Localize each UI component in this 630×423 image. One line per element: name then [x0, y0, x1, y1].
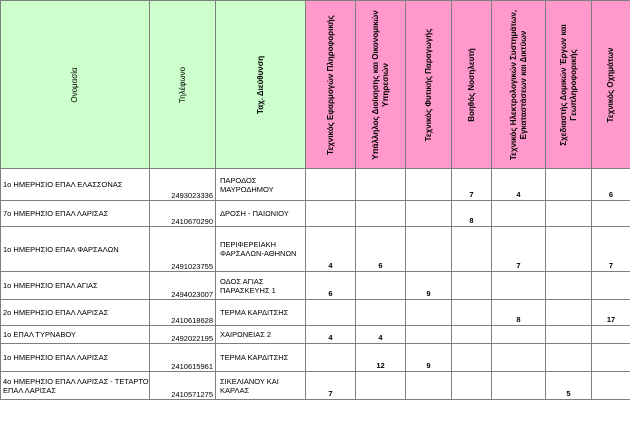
- value-cell[interactable]: [306, 300, 356, 326]
- value-cell[interactable]: 8: [452, 201, 492, 227]
- header-specialty-it[interactable]: [306, 1, 356, 169]
- header-specialty-label: Τεχνικός Ηλεκτρολογικών Συστημάτων, Εγκαταστάσεων και Δικτύων: [508, 9, 528, 160]
- value-cell[interactable]: [356, 169, 406, 201]
- school-name-cell[interactable]: 1ο ΗΜΕΡΗΣΙΟ ΕΠΑΛ ΑΓΙΑΣ: [1, 272, 150, 300]
- value-cell[interactable]: 4: [356, 326, 406, 344]
- header-specialty-label: Τεχνικός Εφαρμογών Πληροφορικής: [325, 14, 335, 155]
- value-cell[interactable]: 7: [492, 227, 546, 272]
- value-cell[interactable]: [546, 227, 592, 272]
- value-cell[interactable]: [592, 201, 630, 227]
- phone-cell[interactable]: 2410670290: [150, 201, 216, 227]
- value-cell[interactable]: [452, 300, 492, 326]
- header-specialty-label: Τεχνικός Οχημάτων: [606, 47, 615, 122]
- value-cell[interactable]: [546, 169, 592, 201]
- phone-cell[interactable]: 2493023336: [150, 169, 216, 201]
- value-cell[interactable]: [306, 169, 356, 201]
- table-row: [1, 326, 630, 344]
- school-name-cell[interactable]: 4ο ΗΜΕΡΗΣΙΟ ΕΠΑΛ ΛΑΡΙΣΑΣ - ΤΕΤΑΡΤΟ ΕΠΑΛ ΛΑΡΙΣΑΣ: [1, 372, 150, 400]
- value-cell[interactable]: [592, 344, 630, 372]
- value-cell[interactable]: 12: [356, 344, 406, 372]
- header-specialty-label: Τεχνικός Φυτικής Παραγωγής: [423, 28, 433, 141]
- header-specialty-civil[interactable]: [546, 1, 592, 169]
- table-row: [1, 272, 630, 300]
- address-cell[interactable]: ΧΑΙΡΩΝΕΙΑΣ 2: [216, 326, 306, 344]
- value-cell[interactable]: [452, 326, 492, 344]
- value-cell[interactable]: [592, 326, 630, 344]
- school-name-cell[interactable]: 1ο ΗΜΕΡΗΣΙΟ ΕΠΑΛ ΛΑΡΙΣΑΣ: [1, 344, 150, 372]
- header-specialty-plant[interactable]: [406, 1, 452, 169]
- value-cell[interactable]: [306, 201, 356, 227]
- value-cell[interactable]: 9: [406, 272, 452, 300]
- value-cell[interactable]: [592, 272, 630, 300]
- address-cell[interactable]: ΠΕΡΙΦΕΡΕΙΑΚΗ ΦΑΡΣΑΛΩΝ-ΑΘΗΝΩΝ: [216, 227, 306, 272]
- header-specialty-label: Υπάλληλος Διοίκησης και Οικονομικών Υπηρεσιών: [370, 9, 390, 160]
- value-cell[interactable]: [546, 272, 592, 300]
- value-cell[interactable]: [546, 326, 592, 344]
- table-row: [1, 344, 630, 372]
- value-cell[interactable]: 4: [306, 227, 356, 272]
- table-row: [1, 227, 630, 272]
- value-cell[interactable]: [492, 326, 546, 344]
- header-specialty-label: Βοηθός Νοσηλευτή: [466, 47, 476, 122]
- school-name-cell[interactable]: 1ο ΗΜΕΡΗΣΙΟ ΕΠΑΛ ΦΑΡΣΑΛΩΝ: [1, 227, 150, 272]
- value-cell[interactable]: [406, 227, 452, 272]
- value-cell[interactable]: [452, 227, 492, 272]
- value-cell[interactable]: 4: [306, 326, 356, 344]
- value-cell[interactable]: [452, 272, 492, 300]
- value-cell[interactable]: 7: [592, 227, 630, 272]
- header-specialty-vehicles[interactable]: [592, 1, 630, 169]
- phone-cell[interactable]: 2410615961: [150, 344, 216, 372]
- table-row: [1, 201, 630, 227]
- phone-cell[interactable]: 2491023755: [150, 227, 216, 272]
- value-cell[interactable]: 6: [356, 227, 406, 272]
- table-row: [1, 169, 630, 201]
- value-cell[interactable]: [406, 169, 452, 201]
- value-cell[interactable]: [356, 272, 406, 300]
- value-cell[interactable]: 17: [592, 300, 630, 326]
- value-cell[interactable]: 6: [592, 169, 630, 201]
- value-cell[interactable]: 9: [406, 344, 452, 372]
- value-cell[interactable]: [492, 344, 546, 372]
- table-row: [1, 300, 630, 326]
- header-specialty-admin[interactable]: [356, 1, 406, 169]
- value-cell[interactable]: 8: [492, 300, 546, 326]
- value-cell[interactable]: [546, 300, 592, 326]
- header-specialty-label: Σχεδιαστής Δομικών Έργων και Γεωπληροφορικής: [558, 23, 578, 146]
- value-cell[interactable]: [492, 201, 546, 227]
- address-cell[interactable]: ΤΕΡΜΑ ΚΑΡΔΙΤΣΗΣ: [216, 344, 306, 372]
- header-address-label: Ταχ. Διεύθυνση: [255, 55, 265, 114]
- value-cell[interactable]: [306, 344, 356, 372]
- value-cell[interactable]: [492, 272, 546, 300]
- value-cell[interactable]: [546, 201, 592, 227]
- phone-cell[interactable]: 2410571275: [150, 372, 216, 400]
- value-cell[interactable]: 5: [546, 372, 592, 400]
- table-row: [1, 372, 630, 400]
- school-name-cell[interactable]: 1ο ΕΠΑΛ ΤΥΡΝΑΒΟΥ: [1, 326, 150, 344]
- header-specialty-electrical[interactable]: [492, 1, 546, 169]
- header-name[interactable]: [1, 1, 150, 169]
- header-name-label: Ονομασία: [70, 66, 79, 103]
- value-cell[interactable]: 7: [452, 169, 492, 201]
- header-address[interactable]: [216, 1, 306, 169]
- value-cell[interactable]: [452, 372, 492, 400]
- header-phone[interactable]: [150, 1, 216, 169]
- value-cell[interactable]: [546, 344, 592, 372]
- school-name-cell[interactable]: 2ο ΗΜΕΡΗΣΙΟ ΕΠΑΛ ΛΑΡΙΣΑΣ: [1, 300, 150, 326]
- header-phone-label: Τηλέφωνο: [177, 66, 187, 103]
- address-cell[interactable]: ΠΑΡΟΔΟΣ ΜΑΥΡΟΔΗΜΟΥ: [216, 169, 306, 201]
- phone-cell[interactable]: 2494023007: [150, 272, 216, 300]
- value-cell[interactable]: [406, 326, 452, 344]
- value-cell[interactable]: [406, 300, 452, 326]
- header-specialty-nurse[interactable]: [452, 1, 492, 169]
- phone-cell[interactable]: 2410618628: [150, 300, 216, 326]
- value-cell[interactable]: [452, 344, 492, 372]
- address-cell[interactable]: ΟΔΟΣ ΑΓΙΑΣ ΠΑΡΑΣΚΕΥΗΣ 1: [216, 272, 306, 300]
- value-cell[interactable]: 4: [492, 169, 546, 201]
- phone-cell[interactable]: 2492022195: [150, 326, 216, 344]
- value-cell[interactable]: [406, 372, 452, 400]
- value-cell[interactable]: [592, 372, 630, 400]
- value-cell[interactable]: [492, 372, 546, 400]
- address-cell[interactable]: ΤΕΡΜΑ ΚΑΡΔΙΤΣΗΣ: [216, 300, 306, 326]
- header-row: [1, 1, 630, 169]
- address-cell[interactable]: ΔΡΟΣΗ - ΠΑΙΩΝΙΟΥ: [216, 201, 306, 227]
- school-name-cell[interactable]: 1ο ΗΜΕΡΗΣΙΟ ΕΠΑΛ ΕΛΑΣΣΟΝΑΣ: [1, 169, 150, 201]
- value-cell[interactable]: [356, 372, 406, 400]
- value-cell[interactable]: 6: [306, 272, 356, 300]
- school-name-cell[interactable]: 7ο ΗΜΕΡΗΣΙΟ ΕΠΑΛ ΛΑΡΙΣΑΣ: [1, 201, 150, 227]
- value-cell[interactable]: [406, 201, 452, 227]
- address-cell[interactable]: ΣΙΚΕΛΙΑΝΟΥ ΚΑΙ ΚΑΡΛΑΣ: [216, 372, 306, 400]
- value-cell[interactable]: 7: [306, 372, 356, 400]
- value-cell[interactable]: [356, 201, 406, 227]
- value-cell[interactable]: [356, 300, 406, 326]
